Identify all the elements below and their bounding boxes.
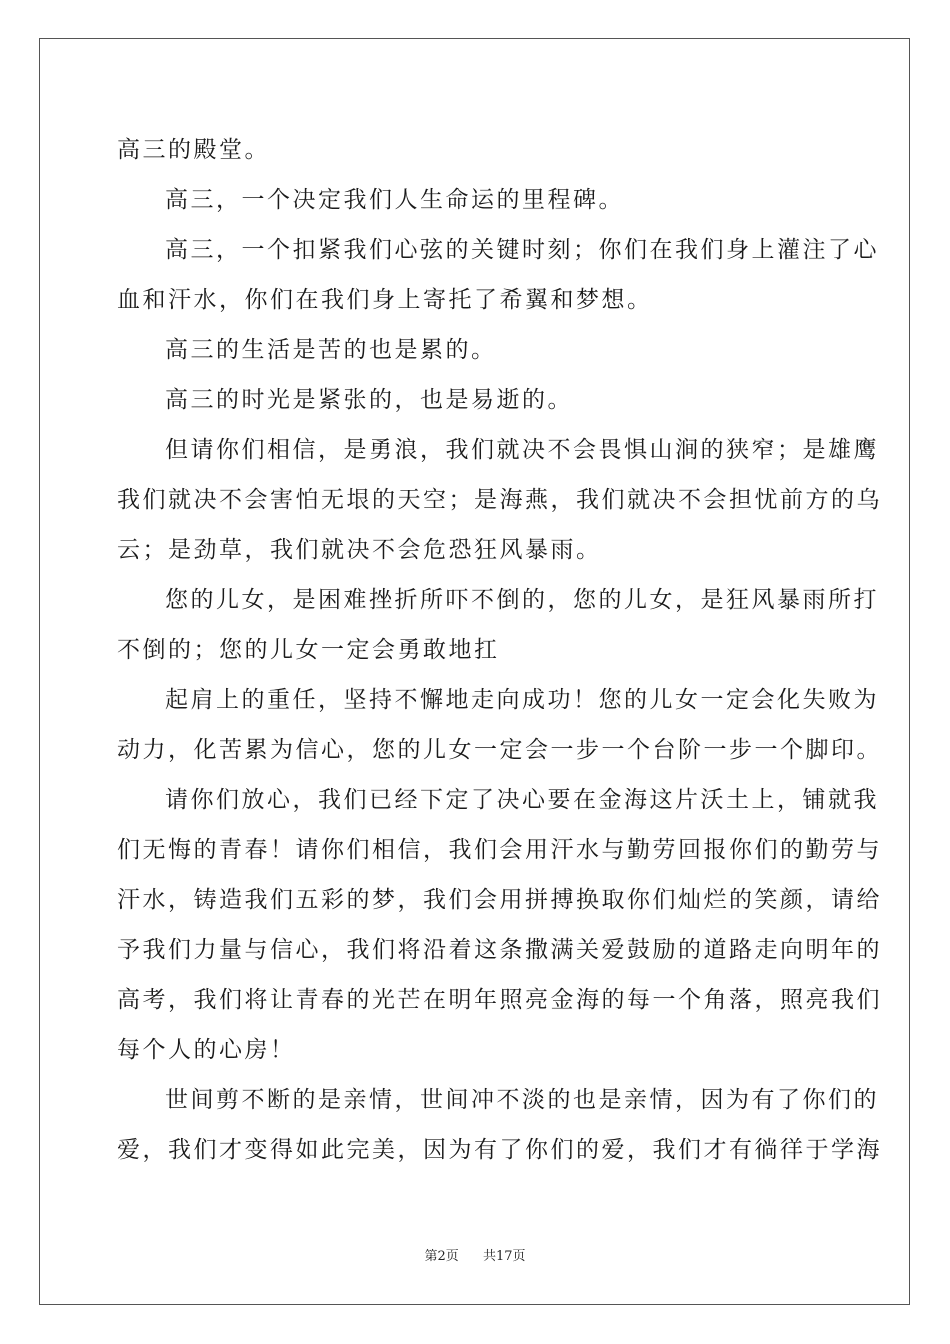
page-footer: [0, 1248, 950, 1266]
paragraph-line: 起肩上的重任，坚持不懈地走向成功！您的儿女一定会化失败为: [165, 687, 879, 713]
text-line: 汗水，铸造我们五彩的梦，我们会用拼搏换取你们灿烂的笑颜，请给: [117, 887, 882, 913]
paragraph-line: 高三，一个决定我们人生命运的里程碑。: [165, 187, 624, 213]
text-line: 动力，化苦累为信心，您的儿女一定会一步一个台阶一步一个脚印。: [117, 737, 882, 763]
page-total: 共17页: [483, 1249, 526, 1264]
text-line: 每个人的心房！: [117, 1037, 296, 1063]
paragraph-line: 高三的生活是苦的也是累的。: [165, 337, 497, 363]
text-line: 不倒的；您的儿女一定会勇敢地扛: [117, 637, 500, 663]
paragraph-line: 世间剪不断的是亲情，世间冲不淡的也是亲情，因为有了你们的: [165, 1087, 879, 1113]
paragraph-line: 高三的时光是紧张的，也是易逝的。: [165, 387, 573, 413]
text-line: 高三的殿堂。: [117, 137, 270, 163]
text-line: 我们就决不会害怕无垠的天空；是海燕，我们就决不会担忧前方的乌: [117, 487, 882, 513]
text-line: 予我们力量与信心，我们将沿着这条撒满关爱鼓励的道路走向明年的: [117, 937, 882, 963]
paragraph-line: 您的儿女，是困难挫折所吓不倒的，您的儿女，是狂风暴雨所打: [165, 587, 879, 613]
paragraph-line: 高三，一个扣紧我们心弦的关键时刻；你们在我们身上灌注了心: [165, 237, 879, 263]
paragraph-line: 请你们放心，我们已经下定了决心要在金海这片沃土上，铺就我: [165, 787, 879, 813]
text-line: 云；是劲草，我们就决不会危恐狂风暴雨。: [117, 537, 602, 563]
text-line: 们无悔的青春！请你们相信，我们会用汗水与勤劳回报你们的勤劳与: [117, 837, 882, 863]
text-line: 血和汗水，你们在我们身上寄托了希翼和梦想。: [117, 287, 653, 313]
page-number: 第2页: [424, 1249, 459, 1264]
text-line: 高考，我们将让青春的光芒在明年照亮金海的每一个角落，照亮我们: [117, 987, 882, 1013]
text-line: 爱，我们才变得如此完美，因为有了你们的爱，我们才有徜徉于学海: [117, 1137, 882, 1163]
paragraph-line: 但请你们相信，是勇浪，我们就决不会畏惧山涧的狭窄；是雄鹰: [165, 437, 879, 463]
